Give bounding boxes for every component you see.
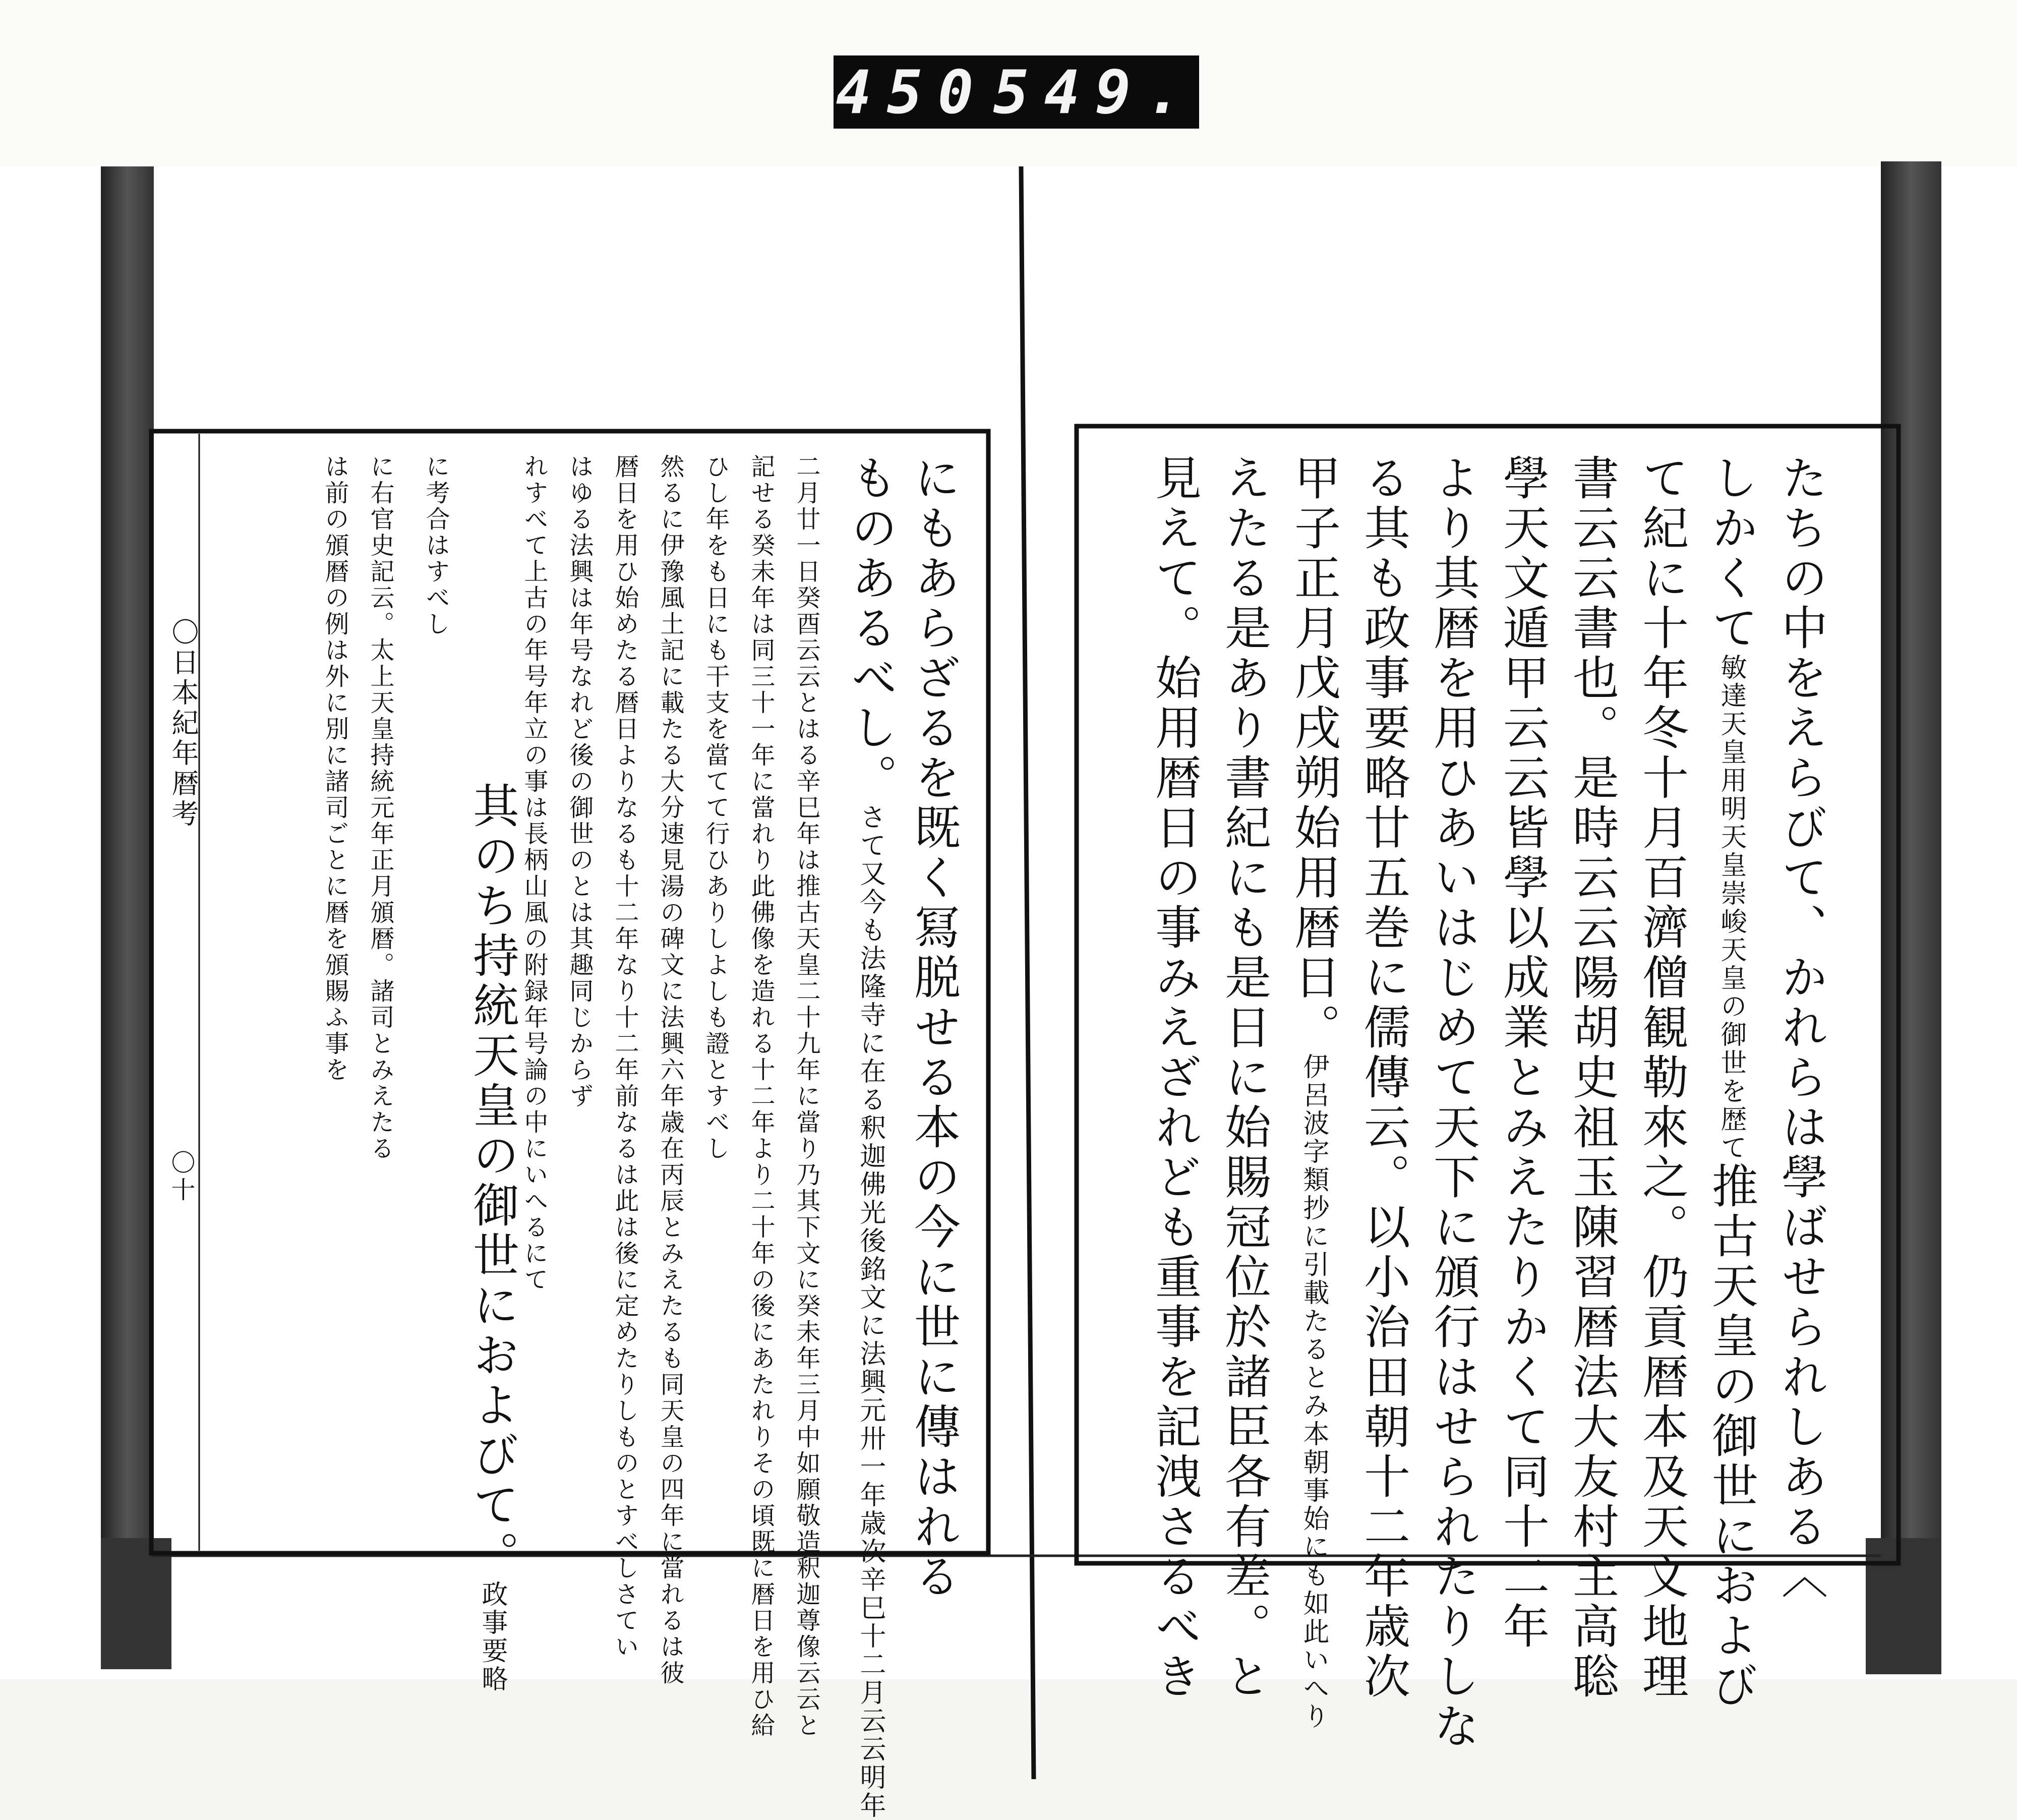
- text-column: ものあるべし。さて又今も法隆寺に在る釈迦佛光後銘文に法興元卅一年歳次辛巳十二月云云明年: [844, 454, 898, 1820]
- text-column: えたる是あり書紀にも是日に始賜冠位於諸臣各有差。と: [1217, 454, 1271, 1702]
- text-column: 見えて。始用暦日の事みえざれども重事を記洩さるべき: [1148, 454, 1202, 1702]
- text-column: れすべて上古の年号年立の事は長柄山風の附録年号論の中にいへるにて: [520, 454, 548, 1293]
- text-column: 二月廿一日癸酉云云とはる辛巳年は推古天皇二十九年に當り乃其下文に癸未年三月中如願敬造釈迦尊像云云と: [792, 454, 820, 1739]
- text-column: に考合はすべし: [422, 454, 450, 637]
- folio-number: 〇十: [167, 1150, 195, 1204]
- text-column: は前の頒暦の例は外に別に諸司ごとに暦を頒賜ふ事を: [321, 454, 349, 1083]
- text-column: しかくて敏達天皇用明天皇崇峻天皇の御世を歴て推古天皇の御世におよび: [1704, 454, 1758, 1711]
- page-number-label: [834, 55, 1199, 129]
- running-title: 〇日本紀年暦考: [167, 618, 199, 830]
- left-binding-edge: [101, 166, 154, 1659]
- text-column: にもあらざるを既く冩脱せる本の今に世に傳はれる: [907, 454, 961, 1602]
- text-column: たちの中をえらびて、かれらは學ばせられしある〈: [1774, 454, 1828, 1602]
- text-column: 甲子正月戊戌朔始用暦日。伊呂波字類抄に引載たるとみ本朝事始にも如此いへり: [1287, 454, 1341, 1731]
- text-column: る其も政事要略廿五巻に儒傳云。以小治田朝十二年歳次: [1356, 454, 1410, 1702]
- text-column: に右官史記云。太上天皇持統元年正月頒暦。諸司とみえたる: [366, 454, 394, 1162]
- text-column: ひし年をも日にも干支を當てて行ひありしよしも證とすべし: [701, 454, 730, 1162]
- right-binding-edge: [1881, 161, 1941, 1669]
- text-column: 然るに伊豫風土記に載たる大分速見湯の碑文に法興六年歳在丙辰とみえたるも同天皇の四年に當れるは彼: [656, 454, 684, 1686]
- text-column: て紀に十年冬十月百濟僧観勒來之。仍貢暦本及天文地理: [1635, 454, 1689, 1702]
- text-column: 其のち持統天皇の御世におよびて。政事要略: [465, 782, 519, 1693]
- left-page-number: 450: [836, 57, 989, 127]
- text-column: より其暦を用ひあいはじめて天下に頒行はせられたりしな: [1426, 454, 1480, 1752]
- text-column: 書云云書也。是時云云陽胡史祖玉陳習暦法大友村主高聡: [1565, 454, 1619, 1702]
- text-column: 學天文遁甲云云皆學以成業とみえたりかくて同十二年: [1496, 454, 1550, 1652]
- right-page-number: 549.: [993, 57, 1197, 127]
- text-column: 暦日を用ひ始めたる暦日よりなるも十二年なり十二年前なるは此は後に定めたりしものとすべしさてい: [611, 454, 639, 1660]
- text-column: 記せる癸未年は同三十一年に當れり此佛像を造れる十二年より二十年の後にあたれりその頃既に暦日を用ひ給: [747, 454, 775, 1739]
- text-column: はゆる法興は年号なれど後の御世のとは其趣同じからず: [565, 454, 594, 1109]
